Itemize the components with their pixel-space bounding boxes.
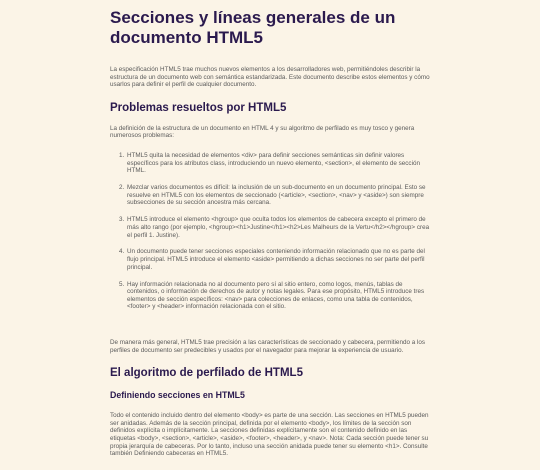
summary-paragraph: De manera más general, HTML5 trae precisión a las características de seccionado y cabecera, permitiendo a los perfiles de documento ser predecibles y usados por el navegador para mejorar la experiencia de usuario.	[110, 339, 425, 354]
list-item: 5. Hay información relacionada no al documento pero sí al sitio entero, como logos, menús, tablas de contenidos, o información de derechos de autor y notas legales. Para ese propósito, HTML5 introduce tres elementos de sección específicos: <nav> para colecciones de enlaces, como una tabla de contenidos, <footer> y <header> información relacionada con el sitio.	[126, 281, 430, 311]
section-heading-problems: Problemas resueltos por HTML5	[110, 101, 287, 114]
section-heading-algorithm: El algoritmo de perfilado de HTML5	[110, 367, 303, 380]
article	[110, 8, 430, 470]
problems-list	[110, 152, 430, 311]
intro-paragraph: La especificación HTML5 trae muchos nuevos elementos a los desarrolladores web, permitiéndoles describir la estructura de un documento web con semántica estandarizada. Este documento describe estos elementos y cómo usarlos para definir el perfil de cualquier documento.	[110, 66, 430, 89]
list-item: 3. HTML5 introduce el elemento <hgroup> que oculta todos los elementos de cabecera excepto el primero de más alto rango (por ejemplo, <hgroup><h1>Justine</h1><h2>Les Malheurs de la Vertu</h2></hgroup> crea el perfil 1. Justine).	[126, 216, 430, 239]
list-item: 1. HTML5 quita la necesidad de elementos <div> para definir secciones semánticas sin definir valores específicos para los atributos class, introduciendo un nuevo elemento, <section>, el elemento de sección HTML.	[126, 152, 430, 175]
subsection-heading-defining-sections: Definiendo secciones en HTML5	[110, 390, 245, 401]
problems-intro-paragraph: La definición de la estructura de un documento en HTML 4 y su algoritmo de perfilado es muy tosco y genera numerosos problemas:	[110, 124, 415, 140]
defining-sections-paragraph: Todo el contenido incluido dentro del elemento <body> es parte de una sección. Las secciones en HTML5 pueden ser anidadas. Además de la sección principal, definida por el elemento <body>, los límites de la sección son definidos explícita o implícitamente. La secciones definidas explícitamente son el contenido definido en las etiquetas <body>, <section>, <article>, <aside>, <footer>, <header>, y <nav>. Nota: Cada sección puede tener su propia jerarquía de cabeceras. Por lo tanto, incluso una sección anidada puede tener su elemento <h1>. Consulte también Definiendo cabeceras en HTML5.	[110, 412, 429, 458]
page-title: Secciones y líneas generales de un documento HTML5	[110, 8, 396, 47]
list-item: 4. Un documento puede tener secciones especiales conteniendo información relacionado que no es parte del flujo principal. HTML5 introduce el elemento <aside> permitiendo a dichas secciones no ser parte del perfil principal.	[126, 248, 430, 271]
list-item: 2. Mezclar varios documentos es difícil: la inclusión de un sub-documento en un documento principal. Esto se resuelve en HTML5 con los elementos de seccionado (<article>, <section>, <nav> y <aside>) son siempre subsecciones de su sección ancestra más cercana.	[126, 184, 430, 207]
